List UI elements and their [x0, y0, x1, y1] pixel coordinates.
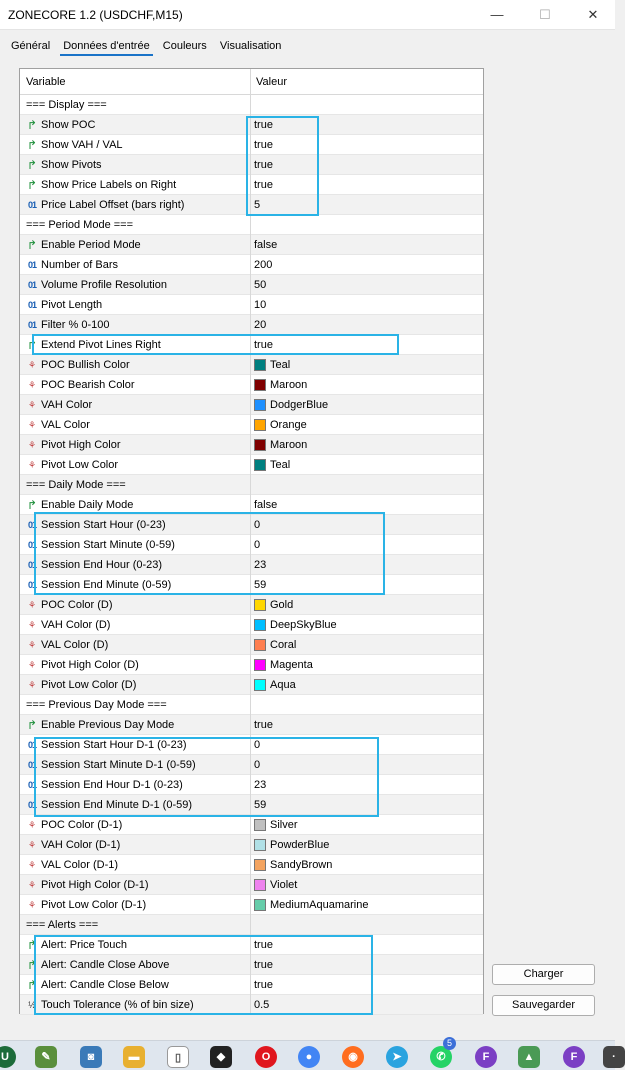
- tab-visualization[interactable]: Visualisation: [219, 40, 282, 52]
- parameter-row[interactable]: [20, 395, 483, 415]
- parameter-value[interactable]: Coral: [270, 639, 297, 651]
- parameter-name: Pivot High Color (D): [41, 659, 139, 671]
- parameter-name: VAH Color: [41, 399, 93, 411]
- parameter-name: Session Start Hour (0-23): [41, 519, 166, 531]
- parameter-name: POC Bearish Color: [41, 379, 135, 391]
- parameter-value[interactable]: Silver: [270, 819, 298, 831]
- parameter-row[interactable]: [20, 815, 483, 835]
- int-type-icon: 01: [27, 260, 36, 270]
- parameter-row[interactable]: [20, 755, 483, 775]
- int-type-icon: 01: [27, 740, 36, 750]
- bool-type-icon: ↱: [26, 138, 38, 152]
- parameter-name: Alert: Candle Close Above: [41, 959, 170, 971]
- parameter-value[interactable]: 50: [254, 279, 267, 291]
- parameter-value[interactable]: true: [254, 119, 273, 131]
- load-button[interactable]: Charger: [492, 964, 595, 985]
- parameter-name: VAL Color (D-1): [41, 859, 119, 871]
- tab-bar: [8, 38, 288, 60]
- parameter-value[interactable]: 59: [254, 799, 267, 811]
- color-type-icon: ⚘: [27, 380, 37, 390]
- bool-type-icon: ↱: [26, 158, 38, 172]
- parameter-row[interactable]: [20, 115, 483, 135]
- parameter-name: Alert: Candle Close Below: [41, 979, 169, 991]
- color-swatch[interactable]: [254, 639, 266, 651]
- save-button[interactable]: Sauvegarder: [492, 995, 595, 1016]
- bool-type-icon: ↱: [26, 118, 38, 132]
- inputs-grid: [19, 68, 484, 1014]
- parameter-name: Session End Hour D-1 (0-23): [41, 779, 183, 791]
- section-row[interactable]: [20, 475, 483, 495]
- parameter-row[interactable]: [20, 235, 483, 255]
- parameter-name: Volume Profile Resolution: [41, 279, 167, 291]
- grid-header: [20, 69, 483, 95]
- parameter-value[interactable]: true: [254, 139, 273, 151]
- parameter-name: Number of Bars: [41, 259, 119, 271]
- bool-type-icon: ↱: [26, 238, 38, 252]
- taskbar-app-icon[interactable]: U: [0, 1046, 16, 1068]
- parameter-row[interactable]: [20, 515, 483, 535]
- color-swatch[interactable]: [254, 859, 266, 871]
- parameter-row[interactable]: [20, 975, 483, 995]
- parameter-name: === Daily Mode ===: [26, 479, 126, 491]
- tab-general[interactable]: Général: [11, 40, 51, 52]
- parameter-row[interactable]: [20, 155, 483, 175]
- color-swatch[interactable]: [254, 379, 266, 391]
- snipping-tool-icon[interactable]: ◙: [80, 1046, 102, 1068]
- bool-type-icon: ↱: [26, 718, 38, 732]
- app-icon-edge[interactable]: ·: [603, 1046, 625, 1068]
- app-f-icon-2[interactable]: F: [563, 1046, 585, 1068]
- parameter-name: POC Color (D): [41, 599, 113, 611]
- parameter-row[interactable]: [20, 635, 483, 655]
- parameter-name: Session Start Minute D-1 (0-59): [41, 759, 196, 771]
- parameter-row[interactable]: [20, 415, 483, 435]
- parameter-name: Price Label Offset (bars right): [41, 199, 185, 211]
- parameter-name: === Previous Day Mode ===: [26, 699, 167, 711]
- parameter-row[interactable]: [20, 715, 483, 735]
- parameter-name: Show POC: [41, 119, 96, 131]
- color-swatch[interactable]: [254, 659, 266, 671]
- parameter-name: Enable Period Mode: [41, 239, 141, 251]
- parameter-row[interactable]: [20, 835, 483, 855]
- color-swatch[interactable]: [254, 599, 266, 611]
- parameter-name: Extend Pivot Lines Right: [41, 339, 161, 351]
- color-swatch[interactable]: [254, 679, 266, 691]
- color-swatch[interactable]: [254, 399, 266, 411]
- parameter-row[interactable]: [20, 295, 483, 315]
- parameter-name: === Alerts ===: [26, 919, 99, 931]
- parameter-row[interactable]: [20, 495, 483, 515]
- parameter-row[interactable]: [20, 735, 483, 755]
- parameter-value[interactable]: PowderBlue: [270, 839, 330, 851]
- parameter-value[interactable]: 0: [254, 539, 261, 551]
- parameter-value[interactable]: 23: [254, 779, 267, 791]
- int-type-icon: 01: [27, 540, 36, 550]
- parameter-row[interactable]: [20, 435, 483, 455]
- parameter-name: === Display ===: [26, 99, 107, 111]
- parameter-name: VAH Color (D): [41, 619, 111, 631]
- parameter-row[interactable]: [20, 175, 483, 195]
- parameter-name: POC Bullish Color: [41, 359, 130, 371]
- bool-type-icon: ↱: [26, 938, 38, 952]
- parameter-row[interactable]: [20, 895, 483, 915]
- color-swatch[interactable]: [254, 459, 266, 471]
- parameter-name: Session End Minute D-1 (0-59): [41, 799, 193, 811]
- parameter-value[interactable]: Maroon: [270, 379, 308, 391]
- parameter-name: POC Color (D-1): [41, 819, 123, 831]
- parameter-row[interactable]: [20, 675, 483, 695]
- parameter-name: Pivot High Color: [41, 439, 121, 451]
- parameter-row[interactable]: [20, 855, 483, 875]
- color-type-icon: ⚘: [27, 880, 37, 890]
- color-swatch[interactable]: [254, 359, 266, 371]
- parameter-name: Enable Previous Day Mode: [41, 719, 175, 731]
- int-type-icon: 01: [27, 520, 36, 530]
- parameter-value[interactable]: true: [254, 159, 273, 171]
- parameter-row[interactable]: [20, 775, 483, 795]
- color-swatch[interactable]: [254, 879, 266, 891]
- chrome-icon[interactable]: ●: [298, 1046, 320, 1068]
- parameter-value[interactable]: true: [254, 939, 273, 951]
- parameter-row[interactable]: [20, 595, 483, 615]
- parameter-value[interactable]: DeepSkyBlue: [270, 619, 337, 631]
- tab-colors[interactable]: Couleurs: [162, 40, 207, 52]
- whatsapp-icon[interactable]: ✆: [430, 1046, 452, 1068]
- double-type-icon: ½: [28, 1000, 36, 1010]
- inkscape-icon[interactable]: ◆: [210, 1046, 232, 1068]
- parameter-row[interactable]: [20, 575, 483, 595]
- parameter-value[interactable]: SandyBrown: [270, 859, 333, 871]
- parameter-name: Pivot Length: [41, 299, 103, 311]
- section-row[interactable]: [20, 915, 483, 935]
- color-swatch[interactable]: [254, 619, 266, 631]
- color-type-icon: ⚘: [27, 680, 37, 690]
- parameter-name: Session End Hour (0-23): [41, 559, 163, 571]
- parameter-value[interactable]: true: [254, 179, 273, 191]
- color-type-icon: ⚘: [27, 840, 37, 850]
- minimize-button[interactable]: —: [490, 7, 504, 22]
- color-swatch[interactable]: [254, 439, 266, 451]
- color-type-icon: ⚘: [27, 600, 37, 610]
- parameter-value[interactable]: Teal: [270, 359, 291, 371]
- parameter-value[interactable]: 20: [254, 319, 267, 331]
- column-header-variable[interactable]: Variable: [26, 76, 66, 88]
- parameter-name: Filter % 0-100: [41, 319, 110, 331]
- parameter-row[interactable]: [20, 655, 483, 675]
- parameter-name: Pivot Low Color (D-1): [41, 899, 147, 911]
- firefox-icon[interactable]: ◉: [342, 1046, 364, 1068]
- int-type-icon: 01: [27, 200, 36, 210]
- color-type-icon: ⚘: [27, 640, 37, 650]
- parameter-value[interactable]: Orange: [270, 419, 307, 431]
- parameter-row[interactable]: [20, 955, 483, 975]
- int-type-icon: 01: [27, 760, 36, 770]
- parameter-value[interactable]: 5: [254, 199, 261, 211]
- color-type-icon: ⚘: [27, 420, 37, 430]
- int-type-icon: 01: [27, 580, 36, 590]
- int-type-icon: 01: [27, 560, 36, 570]
- parameter-name: Session Start Minute (0-59): [41, 539, 175, 551]
- parameter-value[interactable]: true: [254, 979, 273, 991]
- metatrader-icon[interactable]: ▲: [518, 1046, 540, 1068]
- window-title: ZONECORE 1.2 (USDCHF,M15): [8, 8, 183, 22]
- parameter-name: Show Price Labels on Right: [41, 179, 177, 191]
- taskbar: [0, 1040, 615, 1070]
- tab-inputs[interactable]: Données d'entrée: [60, 38, 153, 56]
- color-type-icon: ⚘: [27, 660, 37, 670]
- bool-type-icon: ↱: [26, 178, 38, 192]
- parameter-row[interactable]: [20, 375, 483, 395]
- parameter-name: Session End Minute (0-59): [41, 579, 172, 591]
- int-type-icon: 01: [27, 800, 36, 810]
- parameter-value[interactable]: false: [254, 239, 278, 251]
- int-type-icon: 01: [27, 280, 36, 290]
- maximize-button[interactable]: ☐: [539, 7, 551, 22]
- parameter-value[interactable]: 0.5: [254, 999, 270, 1011]
- color-type-icon: ⚘: [27, 440, 37, 450]
- column-header-value[interactable]: Valeur: [256, 76, 287, 88]
- title-bar: [0, 0, 615, 30]
- parameter-value[interactable]: true: [254, 719, 273, 731]
- parameter-name: Pivot Low Color: [41, 459, 119, 471]
- color-type-icon: ⚘: [27, 460, 37, 470]
- color-type-icon: ⚘: [27, 620, 37, 630]
- parameter-row[interactable]: [20, 995, 483, 1015]
- close-button[interactable]: ✕: [587, 7, 599, 22]
- parameter-name: Touch Tolerance (% of bin size): [41, 999, 194, 1011]
- int-type-icon: 01: [27, 780, 36, 790]
- parameter-row[interactable]: [20, 795, 483, 815]
- notification-badge: 5: [443, 1037, 456, 1050]
- parameter-value[interactable]: Maroon: [270, 439, 308, 451]
- bool-type-icon: ↱: [26, 338, 38, 352]
- parameter-row[interactable]: [20, 275, 483, 295]
- parameter-value[interactable]: 59: [254, 579, 267, 591]
- parameter-value[interactable]: Teal: [270, 459, 291, 471]
- parameter-value[interactable]: true: [254, 339, 273, 351]
- parameter-name: Enable Daily Mode: [41, 499, 134, 511]
- parameter-row[interactable]: [20, 555, 483, 575]
- section-row[interactable]: [20, 95, 483, 115]
- parameter-value[interactable]: 0: [254, 519, 261, 531]
- parameter-row[interactable]: [20, 255, 483, 275]
- parameter-row[interactable]: [20, 935, 483, 955]
- color-swatch[interactable]: [254, 899, 266, 911]
- color-type-icon: ⚘: [27, 900, 37, 910]
- folder-icon[interactable]: ▬: [123, 1046, 145, 1068]
- color-type-icon: ⚘: [27, 400, 37, 410]
- notepad-icon[interactable]: ✎: [35, 1046, 57, 1068]
- parameter-value[interactable]: MediumAquamarine: [270, 899, 369, 911]
- parameter-value[interactable]: 10: [254, 299, 267, 311]
- parameter-value[interactable]: false: [254, 499, 278, 511]
- bool-type-icon: ↱: [26, 958, 38, 972]
- bool-type-icon: ↱: [26, 978, 38, 992]
- color-type-icon: ⚘: [27, 860, 37, 870]
- parameter-name: Session Start Hour D-1 (0-23): [41, 739, 187, 751]
- parameter-value[interactable]: 200: [254, 259, 273, 271]
- color-swatch[interactable]: [254, 839, 266, 851]
- parameter-value[interactable]: DodgerBlue: [270, 399, 329, 411]
- color-type-icon: ⚘: [27, 820, 37, 830]
- color-type-icon: ⚘: [27, 360, 37, 370]
- parameter-name: Alert: Price Touch: [41, 939, 128, 951]
- parameter-row[interactable]: [20, 335, 483, 355]
- section-row[interactable]: [20, 215, 483, 235]
- parameter-value[interactable]: 0: [254, 759, 261, 771]
- parameter-name: Show VAH / VAL: [41, 139, 123, 151]
- grid-rows: [20, 95, 483, 1015]
- parameter-value[interactable]: 23: [254, 559, 267, 571]
- parameter-name: Pivot High Color (D-1): [41, 879, 149, 891]
- parameter-row[interactable]: [20, 875, 483, 895]
- parameter-value[interactable]: 0: [254, 739, 261, 751]
- parameter-row[interactable]: [20, 615, 483, 635]
- int-type-icon: 01: [27, 320, 36, 330]
- file-icon[interactable]: ▯: [167, 1046, 189, 1068]
- parameter-row[interactable]: [20, 355, 483, 375]
- parameter-name: Show Pivots: [41, 159, 102, 171]
- parameter-row[interactable]: [20, 135, 483, 155]
- app-f-icon[interactable]: F: [475, 1046, 497, 1068]
- parameter-value[interactable]: true: [254, 959, 273, 971]
- opera-icon[interactable]: O: [255, 1046, 277, 1068]
- telegram-icon[interactable]: ➤: [386, 1046, 408, 1068]
- int-type-icon: 01: [27, 300, 36, 310]
- parameter-value[interactable]: Gold: [270, 599, 294, 611]
- parameter-name: === Period Mode ===: [26, 219, 134, 231]
- color-swatch[interactable]: [254, 819, 266, 831]
- parameter-value[interactable]: Magenta: [270, 659, 313, 671]
- color-swatch[interactable]: [254, 419, 266, 431]
- bool-type-icon: ↱: [26, 498, 38, 512]
- parameter-row[interactable]: [20, 455, 483, 475]
- parameter-value[interactable]: Violet: [270, 879, 298, 891]
- parameter-name: Pivot Low Color (D): [41, 679, 137, 691]
- parameter-row[interactable]: [20, 195, 483, 215]
- parameter-value[interactable]: Aqua: [270, 679, 296, 691]
- parameter-row[interactable]: [20, 535, 483, 555]
- parameter-row[interactable]: [20, 315, 483, 335]
- section-row[interactable]: [20, 695, 483, 715]
- parameter-name: VAL Color: [41, 419, 90, 431]
- parameter-name: VAL Color (D): [41, 639, 109, 651]
- parameter-name: VAH Color (D-1): [41, 839, 121, 851]
